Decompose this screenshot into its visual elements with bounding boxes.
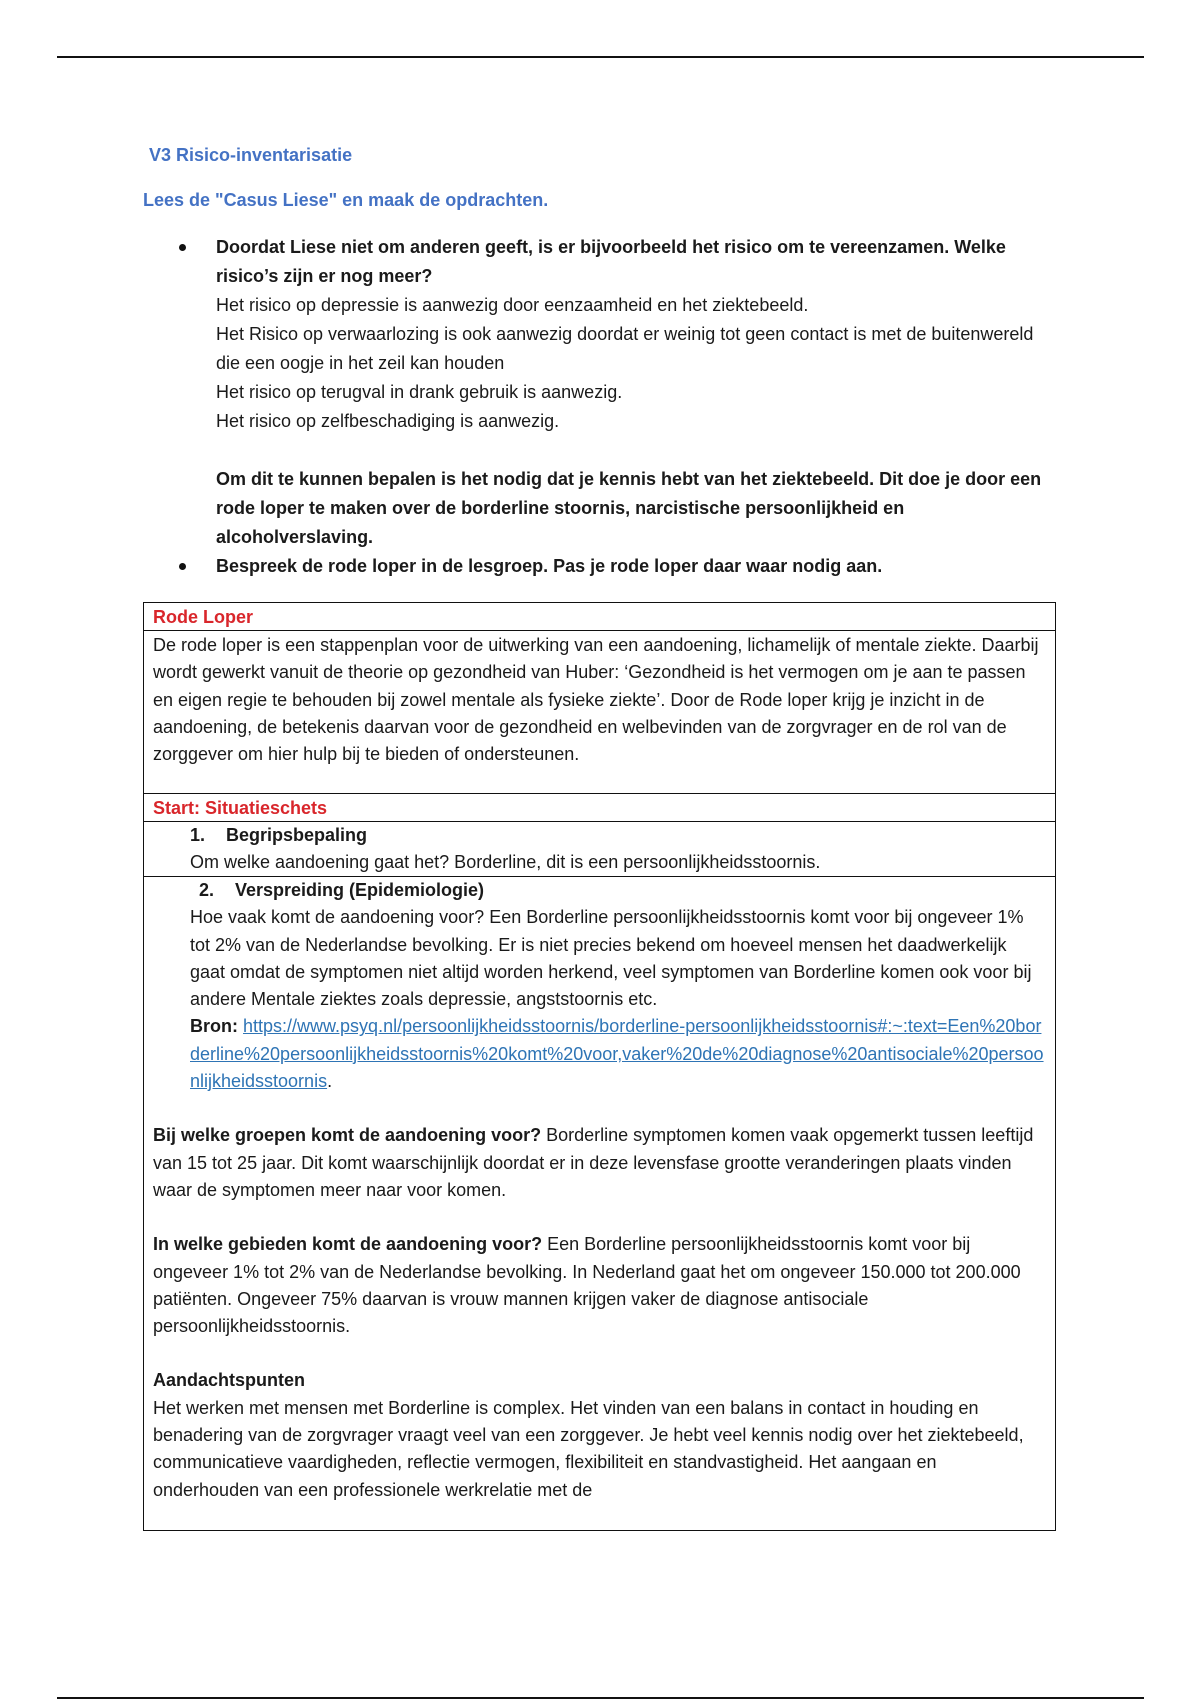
risk-answer: Het risico op terugval in drank gebruik is aanwezig. <box>216 382 623 402</box>
areas-question: In welke gebieden komt de aandoening voor? <box>153 1234 543 1255</box>
discuss-instruction: Bespreek de rode loper in de lesgroep. Pas je rode loper daar waar nodig aan. <box>216 556 883 576</box>
step-title: Verspreiding (Epidemiologie) <box>235 880 485 900</box>
page-bottom-rule <box>57 1697 1144 1699</box>
risk-answer: Het risico op depressie is aanwezig door eenzaamheid en het ziektebeeld. <box>216 295 809 315</box>
page-top-rule <box>57 56 1144 58</box>
verspreiding-cell <box>144 877 1055 1504</box>
step-number: 2. <box>199 880 215 900</box>
source-link[interactable]: https://www.psyq.nl/persoonlijkheidsstoornis/borderline-persoonlijkheidsstoornis#:~:text=Een%20borderline%20persoonlijkheidsstoornis%20komt%20voor,vaker%20de%20diagnose%20antisociale%20persoonlijkheidsstoornis <box>190 1016 1044 1092</box>
groups-question: Bij welke groepen komt de aandoening voor? <box>153 1125 542 1146</box>
assignment-list <box>176 233 1056 581</box>
bullet-icon <box>179 563 186 570</box>
verspreiding-text: Hoe vaak komt de aandoening voor? Een Borderline persoonlijkheidsstoornis komt voor bij ongeveer 1% tot 2% van de Nederlandse bevolking. Er is niet precies bekend om hoeveel mensen het daadwerkelijk gaat omdat de symptomen niet altijd worden herkend, veel symptomen van Borderline komen ook voor bij andere Mentale ziektes zoals depressie, angststoornis etc. <box>190 907 1032 1010</box>
begripsbepaling-cell <box>144 822 1055 877</box>
risk-answer: Het Risico op verwaarlozing is ook aanwezig doordat er weinig tot geen contact is met de buitenwereld die een oogje in het zeil kan houden <box>216 324 1034 373</box>
groups-paragraph <box>153 1122 1046 1204</box>
assignment-item-risks <box>176 233 1056 552</box>
knowledge-note: Om dit te kunnen bepalen is het nodig dat je kennis hebt van het ziektebeeld. Dit doe je door een rode loper te maken over de borderline stoornis, narcistische persoonlijkheid en alcoholverslaving. <box>216 469 1042 547</box>
areas-paragraph <box>153 1231 1046 1340</box>
rode-loper-table <box>143 602 1056 1531</box>
attention-text: Het werken met mensen met Borderline is complex. Het vinden van een balans in contact in houding en benadering van de zorgvrager vraagt veel van een zorggever. Je hebt veel kennis nodig over het ziektebeeld, communicatieve vaardigheden, reflectie vermogen, flexibiliteit en standvastigheid. Het aangaan en onderhouden van een professionele werkrelatie met de <box>153 1397 1024 1500</box>
step-number: 1. <box>190 825 206 845</box>
table-start-heading: Start: Situatieschets <box>144 794 1055 822</box>
groups-answer: Borderline symptomen komen vaak opgemerkt tussen leeftijd van 15 tot 25 jaar. Dit komt waarschijnlijk doordat er in deze levensfase grootte veranderingen plaats vinden waar de symptomen meer naar voor komen. <box>153 1125 1034 1200</box>
attention-heading: Aandachtspunten <box>153 1370 306 1391</box>
step-title: Begripsbepaling <box>226 825 368 845</box>
source-label: Bron: <box>190 1016 238 1037</box>
assignment-instruction: Lees de "Casus Liese" en maak de opdrachten. <box>143 190 549 210</box>
begripsbepaling-text: Om welke aandoening gaat het? Borderline, dit is een persoonlijkheidsstoornis. <box>190 852 821 872</box>
table-intro: De rode loper is een stappenplan voor de uitwerking van een aandoening, lichamelijk of mentale ziekte. Daarbij wordt gewerkt vanuit de theorie op gezondheid van Huber: ‘Gezondheid is het vermogen om je aan te passen en eigen regie te behouden bij zowel mentale als fysieke ziekte’. Door de Rode loper krijg je inzicht in de aandoening, de betekenis daarvan voor de gezondheid en welbevinden van de zorgvrager en de rol van de zorggever om hier hulp bij te bieden of ondersteunen. <box>144 631 1055 794</box>
source-line: Bron: https://www.psyq.nl/persoonlijkheidsstoornis/borderline-persoonlijkheidsstoornis#:~:text=Een%20borderline%20persoonlijkheidsstoornis%20komt%20voor,vaker%20de%20diagnose%20antisociale%20persoonlijkheidsstoornis. <box>190 1016 1044 1092</box>
bullet-icon <box>179 244 186 251</box>
assignment-item-discuss <box>176 552 1056 581</box>
table-title: Rode Loper <box>144 603 1055 631</box>
risk-answer: Het risico op zelfbeschadiging is aanwezig. <box>216 411 560 431</box>
areas-answer: Een Borderline persoonlijkheidsstoornis komt voor bij ongeveer 1% tot 2% van de Nederlandse bevolking. In Nederland gaat het om ongeveer 150.000 tot 200.000 patiënten. Ongeveer 75% daarvan is vrouw mannen krijgen vaker de diagnose antisociale persoonlijkheidsstoornis. <box>153 1234 1021 1337</box>
risk-question: Doordat Liese niet om anderen geeft, is er bijvoorbeeld het risico om te vereenzamen. Welke risico’s zijn er nog meer? <box>216 237 1006 286</box>
section-title: V3 Risico-inventarisatie <box>149 145 353 165</box>
